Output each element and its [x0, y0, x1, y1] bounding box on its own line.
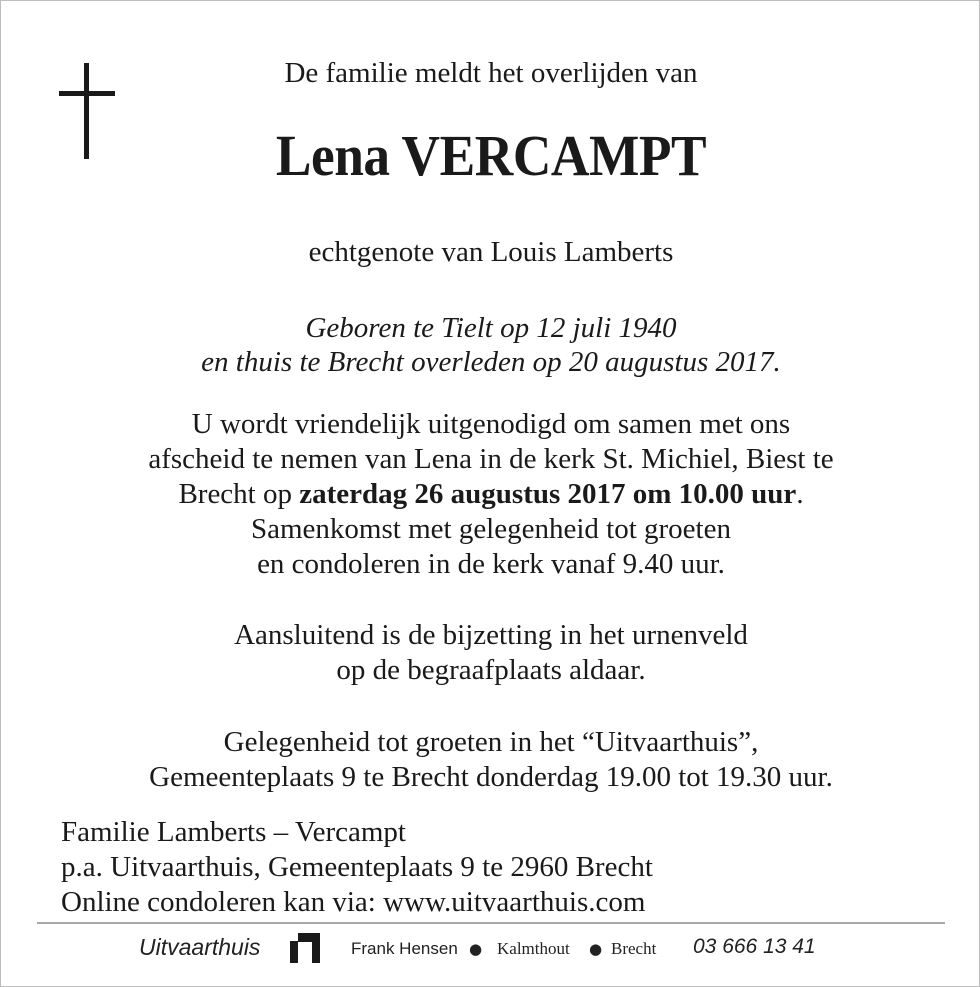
invite-line-1: U wordt vriendelijk uitgenodigd om samen met ons [191, 408, 791, 440]
visit-line-1: Gelegenheid tot groeten in het “Uitvaarthuis”, [223, 726, 759, 758]
invite-line-5: en condoleren in de kerk vanaf 9.40 uur. [257, 548, 725, 580]
invite-line-2: afscheid te nemen van Lena in de kerk St. Michiel, Biest te [148, 443, 834, 475]
birth-line: Geboren te Tielt op 12 juli 1940 [305, 312, 677, 344]
footer-phone: 03 666 13 41 [693, 935, 816, 958]
intro-text: De familie meldt het overlijden van [284, 57, 698, 89]
uitvaarthuis-logo-icon [290, 933, 320, 963]
invitation-block [1, 407, 980, 582]
bullet-icon: ● [589, 940, 603, 958]
birth-death-block [1, 311, 980, 379]
bullet-icon: ● [469, 940, 483, 958]
footer-place-1: Kalmthout [497, 939, 570, 958]
footer-divider [37, 922, 945, 924]
visit-line-2: Gemeenteplaats 9 te Brecht donderdag 19.00 tot 19.30 uur. [149, 761, 833, 793]
deceased-name: Lena VERCAMPT [275, 123, 707, 188]
footer-brand: Uitvaarthuis [139, 934, 261, 960]
family-signature: Familie Lamberts – Vercampt [61, 816, 406, 848]
online-condolence: Online condoleren kan via: www.uitvaarthuis.com [61, 886, 646, 918]
footer-person: Frank Hensen [351, 939, 458, 958]
invite-line-3-prefix: Brecht op [178, 478, 300, 510]
burial-line-2: op de begraafplaats aldaar. [336, 654, 646, 686]
invite-line-3 [1, 477, 980, 512]
burial-block [1, 618, 980, 688]
invite-line-4: Samenkomst met gelegenheid tot groeten [251, 513, 731, 545]
visitation-block [1, 725, 980, 795]
invite-line-3-suffix: . [796, 478, 804, 510]
burial-line-1: Aansluitend is de bijzetting in het urnenveld [234, 619, 748, 651]
mailing-address: p.a. Uitvaarthuis, Gemeenteplaats 9 te 2960 Brecht [61, 851, 653, 883]
footer-place-2: Brecht [611, 939, 657, 958]
spouse-line: echtgenote van Louis Lamberts [308, 236, 674, 268]
signoff-block [61, 815, 653, 920]
ceremony-datetime: zaterdag 26 augustus 2017 om 10.00 uur [299, 478, 797, 510]
death-line: en thuis te Brecht overleden op 20 augustus 2017. [201, 346, 781, 378]
footer-bar [1, 931, 980, 965]
